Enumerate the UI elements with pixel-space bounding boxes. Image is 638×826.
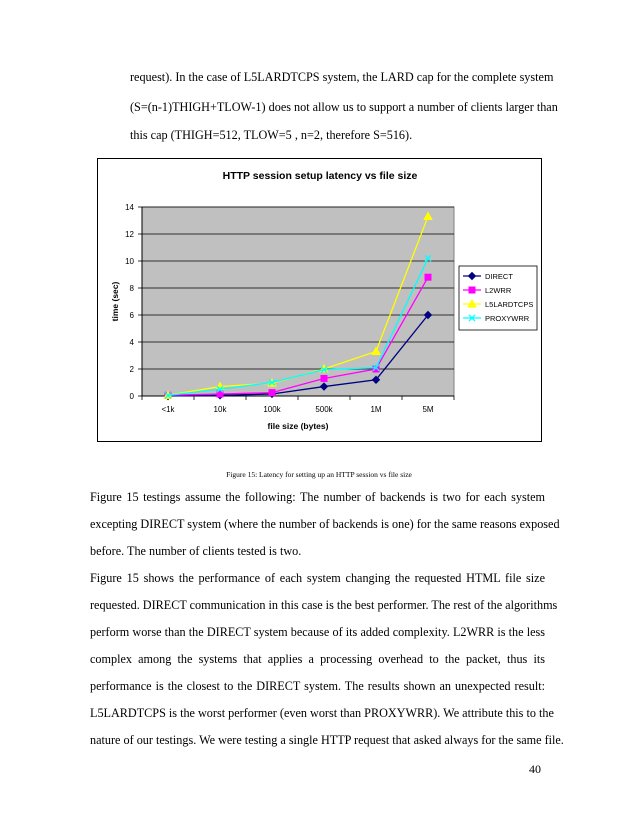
- x-tick-label: <1k: [161, 405, 175, 414]
- x-tick-label: 10k: [213, 405, 227, 414]
- x-tick-label: 500k: [315, 405, 333, 414]
- y-tick-label: 14: [125, 203, 134, 212]
- body-line: Figure 15 testings assume the following: The number of backends is two for each system: [90, 490, 545, 504]
- chart-frame: [97, 158, 542, 442]
- body-line: nature of our testings. We were testing a single HTTP request that asked always for the same file.: [90, 733, 564, 747]
- legend-label-l5lardtcps: L5LARDTCPS: [485, 300, 534, 309]
- body-line: before. The number of clients tested is two.: [90, 544, 302, 558]
- x-tick-label: 100k: [263, 405, 281, 414]
- body-line: complex among the systems that applies a processing overhead to the packet, thus its: [90, 652, 545, 666]
- x-tick-label: 1M: [370, 405, 382, 414]
- y-tick-label: 6: [129, 311, 134, 320]
- data-point-l2wrr: [321, 375, 327, 381]
- body-line: performance is the closest to the DIRECT system. The results shown an unexpected result:: [90, 679, 545, 693]
- x-tick-label: 5M: [422, 405, 434, 414]
- x-axis-label: file size (bytes): [267, 421, 329, 431]
- legend-marker-l2wrr: [469, 287, 475, 293]
- page-number: 40: [529, 762, 541, 776]
- y-tick-label: 2: [129, 365, 134, 374]
- y-tick-label: 10: [125, 257, 134, 266]
- legend-label-proxywrr: PROXYWRR: [485, 314, 530, 323]
- latency-chart: [98, 159, 541, 441]
- body-line: excepting DIRECT system (where the number of backends is one) for the same reasons exposed: [90, 517, 560, 531]
- data-point-l2wrr: [425, 274, 431, 280]
- y-tick-label: 4: [129, 338, 134, 347]
- intro-line: this cap (THIGH=512, TLOW=5 , n=2, therefore S=516).: [130, 128, 413, 142]
- y-tick-label: 0: [129, 392, 134, 401]
- y-tick-label: 12: [125, 230, 134, 239]
- chart-title: HTTP session setup latency vs file size: [222, 170, 418, 182]
- data-point-l2wrr: [269, 390, 275, 396]
- body-line: requested. DIRECT communication in this case is the best performer. The rest of the algorithms: [90, 598, 558, 612]
- y-axis-label: time (sec): [110, 281, 120, 322]
- body-line: Figure 15 shows the performance of each system changing the requested HTML file size: [90, 571, 545, 585]
- intro-line: (S=(n-1)THIGH+TLOW-1) does not allow us to support a number of clients larger than: [130, 100, 558, 114]
- body-line: perform worse than the DIRECT system because of its added complexity. L2WRR is the less: [90, 625, 545, 639]
- legend-label-direct: DIRECT: [485, 272, 513, 281]
- figure-caption: Figure 15: Latency for setting up an HTTP session vs file size: [226, 470, 412, 479]
- legend-label-l2wrr: L2WRR: [485, 286, 512, 295]
- y-tick-label: 8: [129, 284, 134, 293]
- body-line: L5LARDTCPS is the worst performer (even worst than PROXYWRR). We attribute this to the: [90, 706, 554, 720]
- intro-line: request). In the case of L5LARDTCPS system, the LARD cap for the complete system: [130, 70, 554, 84]
